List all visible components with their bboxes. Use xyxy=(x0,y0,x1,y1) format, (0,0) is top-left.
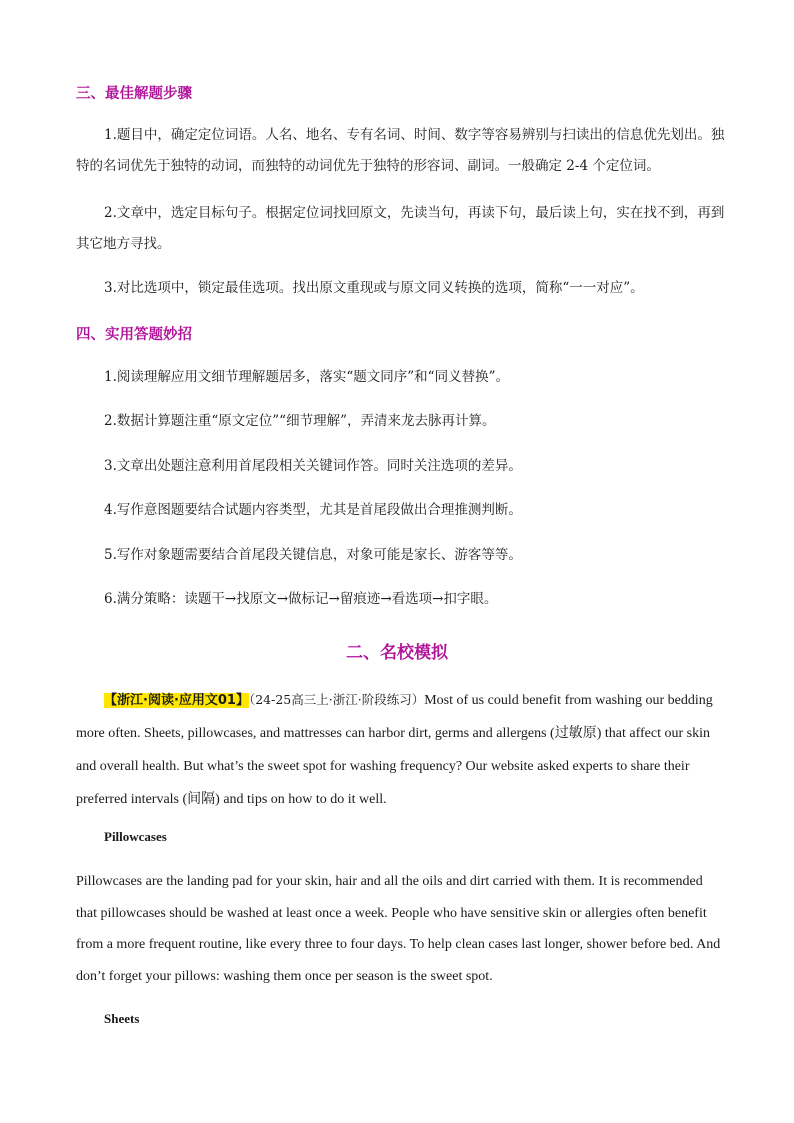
subheading-sheets: Sheets xyxy=(104,1011,140,1026)
tip-2: 2.数据计算题注重“原文定位”“细节理解”，弄清来龙去脉再计算。 xyxy=(104,413,496,429)
section-heading-best-steps: 三、最佳解题步骤 xyxy=(76,86,192,102)
tip-6: 6.满分策略：读题干→找原文→做标记→留痕迹→看选项→扣字眼。 xyxy=(104,591,498,607)
section-heading-practical-tips: 四、实用答题妙招 xyxy=(76,327,192,343)
step-1-paragraph: 1.题目中，确定定位词语。人名、地名、专有名词、时间、数字等容易辨别与扫读出的信息优先划出。独特的名词优先于独特的动词，而独特的动词优先于独特的形容词、副词。一般确定 2-4 个定位词。 xyxy=(76,127,725,174)
tip-1: 1.阅读理解应用文细节理解题居多，落实“题文同序”和“同义替换”。 xyxy=(104,369,509,385)
tip-5: 5.写作对象题需要结合首尾段关键信息，对象可能是家长、游客等等。 xyxy=(104,547,522,563)
step-3-paragraph: 3.对比选项中，锁定最佳选项。找出原文重现或与原文同义转换的选项，简称“一一对应”。 xyxy=(104,280,644,296)
step-2-paragraph: 2.文章中，选定目标句子。根据定位词找回原文，先读当句，再读下句，最后读上句，实在找不到，再到其它地方寻找。 xyxy=(76,205,725,252)
tip-4: 4.写作意图题要结合试题内容类型，尤其是首尾段做出合理推测判断。 xyxy=(104,502,522,518)
passage-intro-paragraph xyxy=(76,684,726,816)
passage-intro-text: Most of us could benefit from washing our bedding more often. Sheets, pillowcases, and mattresses can harbor dirt, germs and allergens (过敏原) that affect our skin and overall health. But what’s the sweet spot for washing frequency? Our website asked experts to share their preferred intervals (间隔) and tips on how to do it well. xyxy=(76,693,713,807)
question-source: （24-25高三上·浙江·阶段练习） xyxy=(248,692,425,707)
tip-3: 3.文章出处题注意利用首尾段相关关键词作答。同时关注选项的差异。 xyxy=(104,458,522,474)
subheading-pillowcases: Pillowcases xyxy=(104,829,167,844)
pillowcases-paragraph: Pillowcases are the landing pad for your skin, hair and all the oils and dirt carried with them. It is recommended that pillowcases should be washed at least once a week. People who have sensitive skin or allergies often benefit from a more frequent routine, like every three to four days. To help clean cases last longer, shower before bed. And don’t forget your pillows: washing them once per season is the sweet spot. xyxy=(76,874,721,984)
question-tag: 【浙江·阅读·应用文01】 xyxy=(104,693,249,708)
section-title-mock-exams: 二、名校模拟 xyxy=(346,643,448,663)
